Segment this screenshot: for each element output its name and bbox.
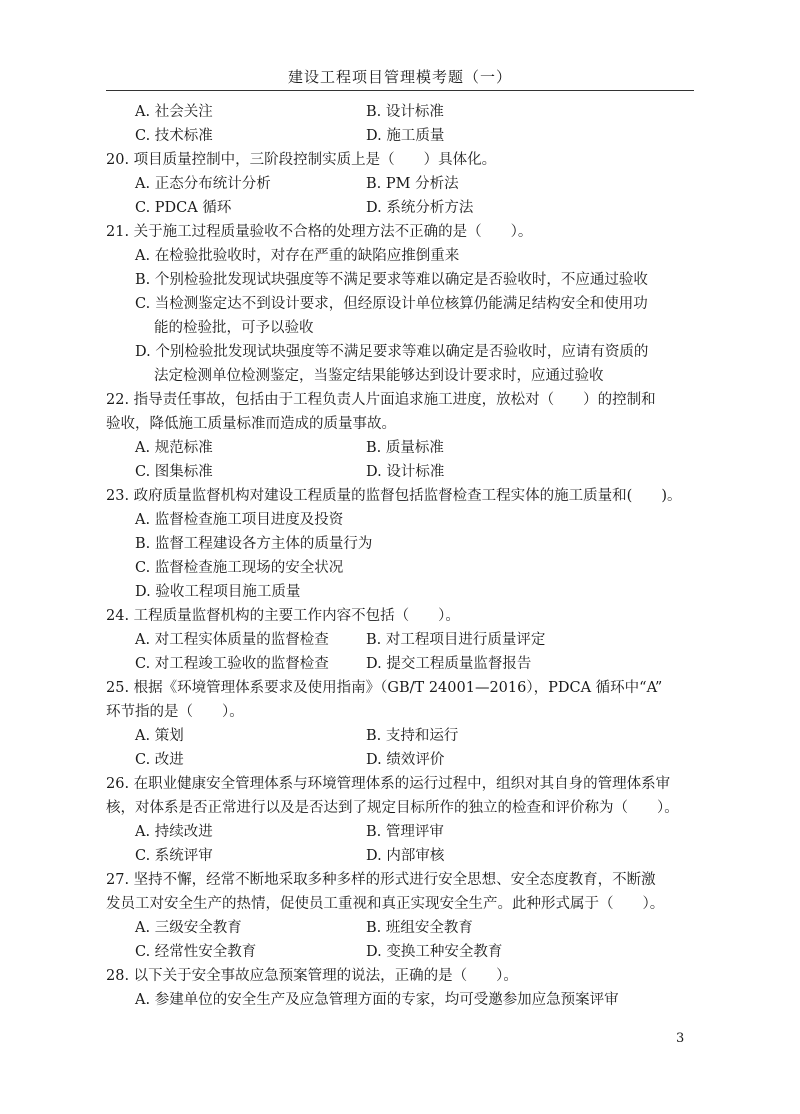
option-left: A. 社会关注 bbox=[135, 104, 213, 120]
option-row bbox=[106, 436, 696, 460]
option-left: C. 改进 bbox=[135, 752, 184, 768]
option-right: B. 设计标准 bbox=[366, 104, 444, 120]
option-right: B. 管理评审 bbox=[366, 824, 444, 840]
option-left: C. 系统评审 bbox=[135, 848, 213, 864]
question-text: 24. 工程质量监督机构的主要工作内容不包括（ ）。 bbox=[106, 608, 460, 624]
option-row bbox=[106, 460, 696, 484]
option-text: D. 验收工程项目施工质量 bbox=[135, 584, 301, 600]
option-right: B. 对工程项目进行质量评定 bbox=[366, 632, 546, 648]
option-row bbox=[106, 100, 696, 124]
question-text: 发员工对安全生产的热情，促使员工重视和真正实现安全生产。此种形式属于（ ）。 bbox=[106, 896, 665, 912]
option-row bbox=[106, 172, 696, 196]
option-text: D. 个别检验批发现试块强度等不满足要求等难以确定是否验收时，应请有资质的 bbox=[135, 344, 649, 360]
option-left: C. 对工程竣工验收的监督检查 bbox=[135, 656, 329, 672]
option-row bbox=[106, 196, 696, 220]
option-right: D. 施工质量 bbox=[366, 128, 445, 144]
question-text: 25. 根据《环境管理体系要求及使用指南》（GB/T 24001—2016），PDCA 循环中“A” bbox=[106, 680, 663, 696]
option-right: D. 绩效评价 bbox=[366, 752, 445, 768]
option-right: D. 系统分析方法 bbox=[366, 200, 474, 216]
option-left: C. PDCA 循环 bbox=[135, 200, 232, 216]
option-text: B. 个别检验批发现试块强度等不满足要求等难以确定是否验收时，不应通过验收 bbox=[135, 272, 648, 288]
page-header: 建设工程项目管理模考题（一） bbox=[287, 68, 512, 86]
option-right: D. 设计标准 bbox=[366, 464, 445, 480]
option-left: A. 规范标准 bbox=[135, 440, 213, 456]
option-left: C. 图集标准 bbox=[135, 464, 213, 480]
option-left: A. 对工程实体质量的监督检查 bbox=[135, 632, 329, 648]
question-text: 26. 在职业健康安全管理体系与环境管理体系的运行过程中，组织对其自身的管理体系审 bbox=[106, 776, 671, 792]
option-right: B. 质量标准 bbox=[366, 440, 444, 456]
question-text: 28. 以下关于安全事故应急预案管理的说法，正确的是（ ）。 bbox=[106, 968, 518, 984]
option-right: B. 支持和运行 bbox=[366, 728, 459, 744]
option-text: C. 当检测鉴定达不到设计要求，但经原设计单位核算仍能满足结构安全和使用功 bbox=[135, 296, 648, 312]
question-text: 核，对体系是否正常进行以及是否达到了规定目标所作的独立的检查和评价称为（ ）。 bbox=[106, 800, 679, 816]
option-row bbox=[106, 748, 696, 772]
option-left: A. 三级安全教育 bbox=[135, 920, 242, 936]
option-text: A. 监督检查施工项目进度及投资 bbox=[135, 512, 344, 528]
option-right: B. 班组安全教育 bbox=[366, 920, 473, 936]
option-text: A. 参建单位的安全生产及应急管理方面的专家，均可受邀参加应急预案评审 bbox=[135, 992, 619, 1008]
question-list bbox=[106, 100, 696, 1012]
question-text: 23. 政府质量监督机构对建设工程质量的监督包括监督检查工程实体的施工质量和( )。 bbox=[106, 488, 682, 504]
option-right: D. 变换工种安全教育 bbox=[366, 944, 503, 960]
question-text: 21. 关于施工过程质量验收不合格的处理方法不正确的是（ ）。 bbox=[106, 224, 533, 240]
option-left: A. 持续改进 bbox=[135, 824, 213, 840]
option-row bbox=[106, 916, 696, 940]
question-text: 验收，降低施工质量标准而造成的质量事故。 bbox=[106, 416, 396, 432]
option-text: C. 监督检查施工现场的安全状况 bbox=[135, 560, 344, 576]
option-left: A. 策划 bbox=[135, 728, 184, 744]
header-divider bbox=[106, 90, 694, 91]
question-text: 环节指的是（ ）。 bbox=[106, 704, 244, 720]
page-number: 3 bbox=[676, 1031, 685, 1046]
option-left: C. 经常性安全教育 bbox=[135, 944, 257, 960]
option-right: D. 提交工程质量监督报告 bbox=[366, 656, 532, 672]
option-row bbox=[106, 724, 696, 748]
option-row bbox=[106, 844, 696, 868]
option-row bbox=[106, 940, 696, 964]
question-text: 22. 指导责任事故，包括由于工程负责人片面追求施工进度，放松对（ ）的控制和 bbox=[106, 392, 656, 408]
option-row bbox=[106, 628, 696, 652]
option-right: D. 内部审核 bbox=[366, 848, 445, 864]
option-text: B. 监督工程建设各方主体的质量行为 bbox=[135, 536, 373, 552]
question-text: 27. 坚持不懈，经常不断地采取多种多样的形式进行安全思想、安全态度教育，不断激 bbox=[106, 872, 656, 888]
option-continuation: 法定检测单位检测鉴定，当鉴定结果能够达到设计要求时，应通过验收 bbox=[154, 368, 604, 384]
question-text: 20. 项目质量控制中，三阶段控制实质上是（ ）具体化。 bbox=[106, 152, 497, 168]
option-left: C. 技术标准 bbox=[135, 128, 213, 144]
option-row bbox=[106, 124, 696, 148]
option-continuation: 能的检验批，可予以验收 bbox=[154, 320, 314, 336]
option-row bbox=[106, 652, 696, 676]
option-text: A. 在检验批验收时，对存在严重的缺陷应推倒重来 bbox=[135, 248, 460, 264]
option-row bbox=[106, 820, 696, 844]
option-right: B. PM 分析法 bbox=[366, 176, 459, 192]
option-left: A. 正态分布统计分析 bbox=[135, 176, 271, 192]
